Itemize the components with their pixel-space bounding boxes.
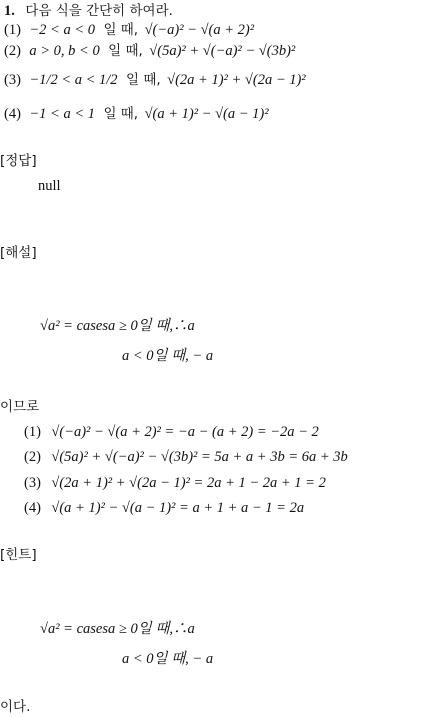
item-condition: a > 0, b < 0 — [29, 43, 100, 59]
problem-instruction: 다음 식을 간단히 하여라. — [25, 3, 173, 19]
problem-item-2 — [4, 41, 295, 61]
problem-header — [4, 1, 173, 21]
item-suffix: 일 때, — [103, 106, 139, 122]
explanation-formula-line1: √a² = casesa ≥ 0일 때,∴a — [40, 318, 195, 334]
explanation-connector: 이므로 — [0, 399, 40, 415]
problem-item-3 — [4, 70, 306, 90]
step-text: √(5a)² + √(−a)² − √(3b)² = 5a + a + 3b = 6a + 3b — [51, 449, 348, 465]
item-condition: −1/2 < a < 1/2 — [29, 72, 118, 88]
hint-formula-line1: √a² = casesa ≥ 0일 때,∴a — [40, 621, 195, 637]
problem-item-1 — [4, 20, 254, 40]
item-expression: √(−a)² − √(a + 2)² — [144, 22, 255, 38]
explanation-step-4 — [24, 498, 304, 518]
item-suffix: 일 때, — [108, 43, 143, 59]
item-expression: √(2a + 1)² + √(2a − 1)² — [167, 72, 306, 88]
step-label: (3) — [24, 475, 41, 491]
answer-heading: [정답] — [0, 153, 37, 169]
item-suffix: 일 때, — [126, 72, 161, 88]
item-condition: −1 < a < 1 — [29, 106, 95, 122]
explanation-step-3 — [24, 473, 326, 493]
explanation-step-2 — [24, 447, 348, 467]
explanation-step-1 — [24, 422, 319, 442]
answer-value: null — [38, 178, 61, 194]
step-text: √(−a)² − √(a + 2)² = −a − (a + 2) = −2a − 2 — [51, 424, 319, 440]
item-condition: −2 < a < 0 — [29, 22, 95, 38]
item-label: (1) — [4, 22, 21, 38]
item-label: (4) — [4, 106, 21, 122]
step-label: (2) — [24, 449, 41, 465]
item-label: (3) — [4, 72, 21, 88]
problem-number: 1. — [4, 3, 15, 19]
step-text: √(2a + 1)² + √(2a − 1)² = 2a + 1 − 2a + 1 = 2 — [51, 475, 326, 491]
item-expression: √(5a)² + √(−a)² − √(3b)² — [149, 43, 296, 59]
hint-closing: 이다. — [0, 699, 31, 715]
item-label: (2) — [4, 43, 21, 59]
item-expression: √(a + 1)² − √(a − 1)² — [144, 106, 269, 122]
hint-heading: [힌트] — [0, 547, 37, 563]
step-text: √(a + 1)² − √(a − 1)² = a + 1 + a − 1 = 2a — [51, 500, 305, 516]
item-suffix: 일 때, — [103, 22, 139, 38]
explanation-formula-line2: a < 0일 때, − a — [122, 348, 214, 364]
step-label: (4) — [24, 500, 41, 516]
hint-formula-line2: a < 0일 때, − a — [122, 651, 214, 667]
step-label: (1) — [24, 424, 41, 440]
problem-item-4 — [4, 104, 269, 124]
explanation-heading: [해설] — [0, 245, 37, 261]
